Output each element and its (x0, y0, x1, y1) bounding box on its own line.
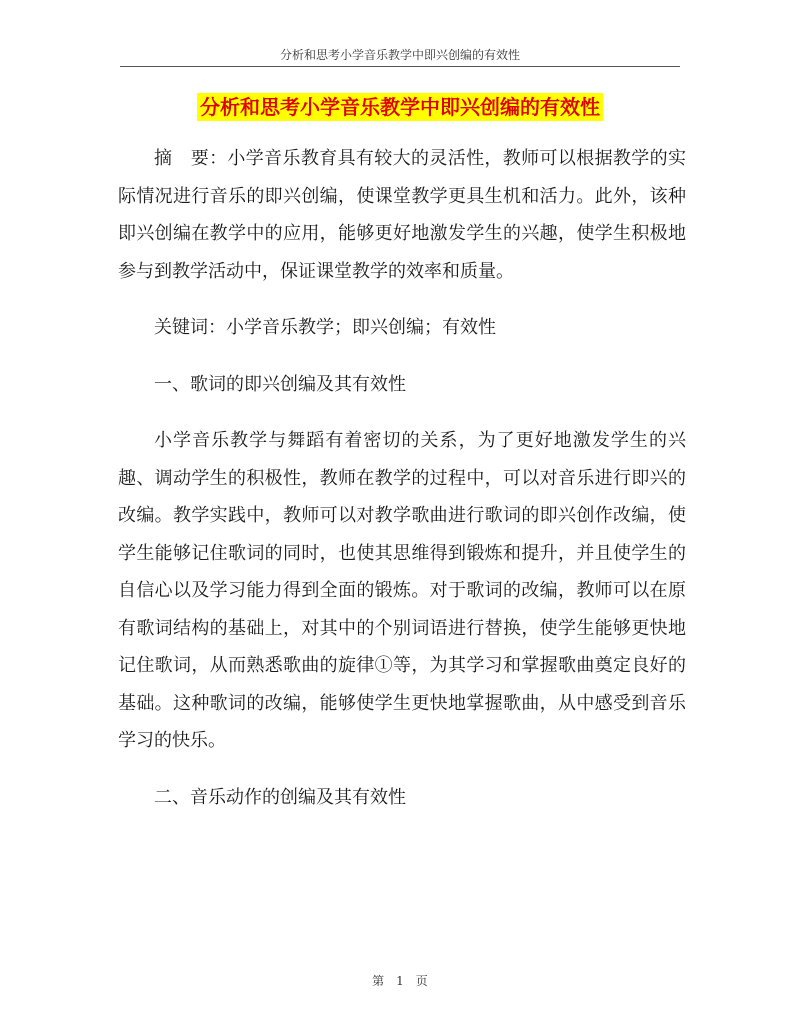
running-header: 分析和思考小学音乐教学中即兴创编的有效性 (279, 48, 520, 62)
section-2-heading: 二、音乐动作的创编及其有效性 (154, 786, 406, 808)
title-container (0, 93, 800, 121)
document-body (118, 140, 686, 835)
abstract-paragraph: 摘 要：小学音乐教育具有较大的灵活性，教师可以根据教学的实际情况进行音乐的即兴创编，使课堂教学更具生机和活力。此外，该种即兴创编在教学中的应用，能够更好地激发学生的兴趣，使学生积极地参与到教学活动中，保证课堂教学的效率和质量。 (118, 148, 686, 282)
keywords-line: 关键词：小学音乐教学；即兴创编；有效性 (154, 317, 496, 338)
header-divider (120, 66, 680, 67)
document-title: 分析和思考小学音乐教学中即兴创编的有效性 (197, 93, 603, 121)
section-1-heading: 一、歌词的即兴创编及其有效性 (154, 373, 406, 395)
section-1-paragraph: 小学音乐教学与舞蹈有着密切的关系，为了更好地激发学生的兴趣、调动学生的积极性，教师在教学的过程中，可以对音乐进行即兴的改编。教学实践中，教师可以对教学歌曲进行歌词的即兴创作改编，使学生能够记住歌词的同时，也使其思维得到锻炼和提升，并且使学生的自信心以及学习能力得到全面的锻炼。对于歌词的改编，教师可以在原有歌词结构的基础上，对其中的个别词语进行替换，使学生能够更快地记住歌词，从而熟悉歌曲的旋律①等，为其学习和掌握歌曲奠定良好的基础。这种歌词的改编，能够使学生更快地掌握歌曲，从中感受到音乐学习的快乐。 (118, 430, 686, 751)
page-number: 第 1 页 (372, 974, 428, 988)
